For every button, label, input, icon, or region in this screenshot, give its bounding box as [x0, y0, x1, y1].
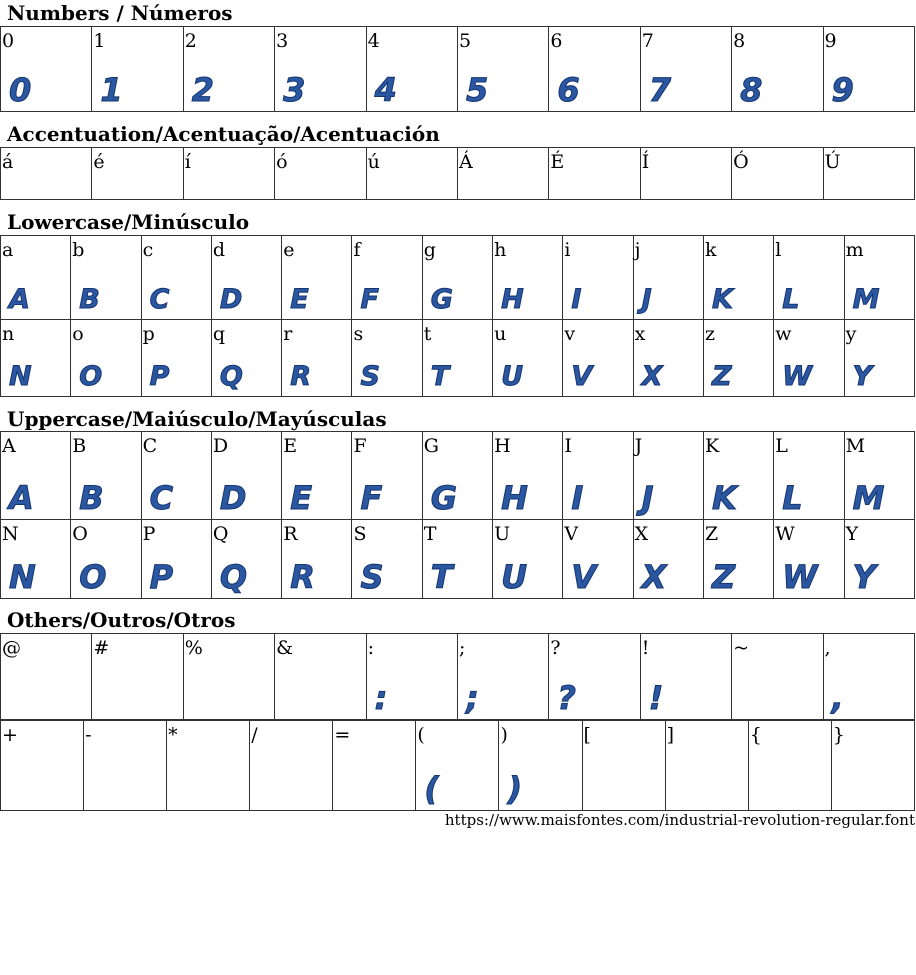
font-sample-glyph: T: [430, 361, 449, 392]
glyph-cell: [549, 634, 640, 720]
character-label: A: [2, 435, 16, 457]
others-table-2: [0, 720, 915, 811]
character-label: %: [184, 637, 203, 659]
glyph-cell: [71, 432, 141, 520]
glyph-cell: [665, 721, 748, 811]
glyph-cell: [774, 236, 844, 320]
character-label: ú: [367, 151, 380, 173]
glyph-cell: [1, 520, 71, 599]
character-label: w: [775, 323, 792, 345]
uppercase-row-1: [1, 432, 915, 520]
font-sample-glyph: V: [571, 558, 596, 596]
character-label: m: [845, 239, 864, 261]
character-label: z: [704, 323, 715, 345]
glyph-cell: [844, 236, 914, 320]
character-label: (: [417, 724, 425, 746]
character-label: B: [72, 435, 87, 457]
font-sample-glyph: J: [641, 479, 653, 517]
character-label: g: [423, 239, 436, 261]
font-sample-glyph: F: [360, 284, 378, 315]
section-title-uppercase: Uppercase/Maiúsculo/Mayúsculas: [7, 407, 387, 431]
character-label: l: [775, 239, 782, 261]
character-label: ]: [666, 724, 675, 746]
font-sample-glyph: S: [360, 558, 383, 596]
glyph-cell: [499, 721, 582, 811]
section-title-accentuation: Accentuation/Acentuação/Acentuación: [7, 122, 440, 146]
glyph-cell: [71, 236, 141, 320]
character-label: ?: [550, 637, 561, 659]
glyph-cell: [549, 148, 640, 200]
glyph-cell: [774, 320, 844, 397]
character-label: L: [775, 435, 788, 457]
character-label: Y: [845, 523, 859, 545]
character-label: 7: [641, 30, 654, 52]
glyph-cell: [141, 520, 211, 599]
character-label: }: [832, 724, 845, 746]
glyph-cell: [71, 520, 141, 599]
character-label: 4: [367, 30, 380, 52]
character-label: X: [634, 523, 649, 545]
character-label: N: [2, 523, 19, 545]
accentuation-table: [0, 147, 915, 200]
others-row-2: [1, 721, 915, 811]
glyph-cell: [493, 236, 563, 320]
font-sample-glyph: G: [430, 479, 457, 517]
font-sample-glyph: A: [9, 284, 29, 315]
source-url: https://www.maisfontes.com/industrial-revolution-regular.font: [444, 811, 915, 829]
glyph-cell: [703, 432, 773, 520]
font-sample-glyph: ?: [557, 679, 575, 717]
font-sample-glyph: W: [782, 361, 812, 392]
character-label: Í: [641, 151, 650, 173]
glyph-cell: [457, 634, 548, 720]
character-label: É: [550, 151, 565, 173]
character-label: 2: [184, 30, 197, 52]
character-label: 5: [458, 30, 472, 52]
font-sample-glyph: !: [648, 679, 663, 717]
character-label: U: [494, 523, 511, 545]
glyph-cell: [774, 432, 844, 520]
character-label: x: [634, 323, 646, 345]
font-sample-glyph: S: [360, 361, 379, 392]
character-label: ó: [276, 151, 288, 173]
font-sample-glyph: D: [219, 479, 246, 517]
section-title-lowercase: Lowercase/Minúsculo: [7, 210, 250, 234]
uppercase-table: [0, 431, 915, 599]
glyph-cell: [333, 721, 416, 811]
font-sample-glyph: C: [149, 284, 169, 315]
font-sample-glyph: X: [641, 558, 666, 596]
character-label: =: [334, 724, 351, 746]
others-table-1: [0, 633, 915, 720]
font-sample-glyph: ;: [465, 679, 478, 717]
font-sample-glyph: T: [430, 558, 452, 596]
character-label: 0: [2, 30, 15, 52]
font-sample-glyph: R: [290, 361, 310, 392]
character-label: R: [283, 523, 298, 545]
glyph-cell: [366, 634, 457, 720]
glyph-cell: [1, 634, 92, 720]
font-sample-glyph: B: [79, 284, 99, 315]
font-sample-glyph: L: [782, 479, 802, 517]
glyph-cell: [141, 236, 211, 320]
character-label: y: [845, 323, 857, 345]
font-sample-glyph: E: [290, 479, 312, 517]
glyph-cell: [732, 27, 823, 112]
glyph-cell: [1, 432, 71, 520]
font-sample-glyph: R: [290, 558, 314, 596]
glyph-cell: [366, 148, 457, 200]
character-label: H: [494, 435, 511, 457]
glyph-cell: [275, 27, 366, 112]
character-label: I: [564, 435, 572, 457]
character-label: T: [423, 523, 437, 545]
character-label: o: [72, 323, 84, 345]
font-sample-glyph: J: [641, 284, 651, 315]
glyph-cell: [250, 721, 333, 811]
character-label: F: [353, 435, 367, 457]
glyph-cell: [703, 320, 773, 397]
font-sample-glyph: 7: [648, 71, 670, 109]
font-sample-glyph: O: [79, 361, 102, 392]
character-label: n: [2, 323, 15, 345]
numbers-table: [0, 26, 915, 112]
glyph-cell: [640, 148, 731, 200]
glyph-cell: [92, 148, 183, 200]
font-sample-glyph: 2: [191, 71, 214, 109]
character-label: u: [494, 323, 507, 345]
font-sample-glyph: H: [501, 284, 523, 315]
character-label: Z: [704, 523, 719, 545]
glyph-cell: [275, 148, 366, 200]
character-label: Á: [458, 151, 473, 173]
font-sample-glyph: P: [149, 558, 173, 596]
character-label: ,: [824, 637, 831, 659]
character-label: a: [2, 239, 14, 261]
character-label: [: [583, 724, 591, 746]
glyph-cell: [703, 236, 773, 320]
glyph-cell: [493, 432, 563, 520]
glyph-cell: [416, 721, 499, 811]
character-label: h: [494, 239, 507, 261]
character-label: ~: [733, 637, 750, 659]
font-sample-glyph: M: [852, 479, 884, 517]
character-label: c: [142, 239, 154, 261]
glyph-cell: [633, 236, 703, 320]
glyph-cell: [582, 721, 665, 811]
glyph-cell: [493, 520, 563, 599]
font-sample-glyph: A: [9, 479, 33, 517]
character-label: -: [85, 724, 92, 746]
font-sample-glyph: Y: [852, 558, 875, 596]
glyph-cell: [167, 721, 250, 811]
character-label: O: [72, 523, 88, 545]
character-label: f: [353, 239, 361, 261]
font-sample-glyph: 0: [9, 71, 31, 109]
font-sample-glyph: K: [711, 284, 732, 315]
font-sample-glyph: G: [430, 284, 452, 315]
font-sample-glyph: ,: [831, 679, 843, 717]
font-sample-glyph: I: [571, 479, 583, 517]
font-sample-glyph: B: [79, 479, 103, 517]
character-label: Ó: [733, 151, 749, 173]
font-sample-glyph: O: [79, 558, 106, 596]
character-label: *: [168, 724, 178, 746]
glyph-cell: [640, 27, 731, 112]
glyph-cell: [633, 320, 703, 397]
font-sample-glyph: N: [9, 558, 35, 596]
glyph-cell: [211, 520, 281, 599]
font-sample-glyph: Q: [219, 558, 247, 596]
lowercase-row-1: [1, 236, 915, 320]
character-label: E: [283, 435, 298, 457]
glyph-cell: [703, 520, 773, 599]
font-sample-glyph: M: [852, 284, 879, 315]
section-title-others: Others/Outros/Otros: [7, 608, 236, 632]
font-sample-glyph: ): [507, 770, 522, 808]
glyph-cell: [211, 432, 281, 520]
character-label: J: [634, 435, 643, 457]
character-label: /: [251, 724, 258, 746]
glyph-cell: [1, 148, 92, 200]
font-sample-glyph: 8: [740, 71, 762, 109]
font-sample-glyph: I: [571, 284, 581, 315]
character-label: q: [212, 323, 226, 345]
glyph-cell: [1, 236, 71, 320]
font-sample-glyph: H: [501, 479, 527, 517]
character-label: M: [845, 435, 866, 457]
font-sample-glyph: Q: [219, 361, 242, 392]
font-sample-glyph: E: [290, 284, 308, 315]
glyph-cell: [282, 520, 352, 599]
glyph-cell: [84, 721, 167, 811]
font-sample-glyph: :: [374, 679, 387, 717]
character-label: k: [704, 239, 717, 261]
glyph-cell: [92, 27, 183, 112]
glyph-cell: [633, 520, 703, 599]
glyph-cell: [211, 236, 281, 320]
glyph-cell: [183, 634, 274, 720]
glyph-cell: [457, 148, 548, 200]
character-label: e: [283, 239, 295, 261]
glyph-cell: [640, 634, 731, 720]
glyph-cell: [422, 520, 492, 599]
glyph-cell: [563, 432, 633, 520]
glyph-cell: [563, 520, 633, 599]
others-row-1: [1, 634, 915, 720]
glyph-cell: [563, 320, 633, 397]
glyph-cell: [282, 432, 352, 520]
font-sample-glyph: 5: [465, 71, 488, 109]
lowercase-row-2: [1, 320, 915, 397]
character-label: W: [775, 523, 795, 545]
glyph-cell: [457, 27, 548, 112]
font-sample-glyph: Y: [852, 361, 872, 392]
character-label: í: [184, 151, 191, 173]
glyph-cell: [141, 432, 211, 520]
glyph-cell: [282, 236, 352, 320]
glyph-cell: [831, 721, 914, 811]
character-label: á: [2, 151, 14, 173]
lowercase-table: [0, 235, 915, 397]
glyph-cell: [1, 27, 92, 112]
character-label: 8: [733, 30, 746, 52]
glyph-cell: [844, 320, 914, 397]
character-label: j: [634, 239, 641, 261]
glyph-cell: [422, 236, 492, 320]
character-label: &: [276, 637, 294, 659]
character-label: p: [142, 323, 155, 345]
character-label: D: [212, 435, 229, 457]
character-label: G: [423, 435, 439, 457]
character-label: :: [367, 637, 374, 659]
character-label: C: [142, 435, 158, 457]
numbers-row: [1, 27, 915, 112]
glyph-cell: [71, 320, 141, 397]
character-label: #: [93, 637, 110, 659]
font-sample-glyph: U: [501, 361, 523, 392]
character-label: 3: [276, 30, 289, 52]
character-label: r: [283, 323, 293, 345]
font-sample-glyph: 9: [831, 71, 853, 109]
glyph-cell: [549, 27, 640, 112]
character-label: @: [2, 637, 21, 659]
character-label: b: [72, 239, 85, 261]
character-label: t: [423, 323, 432, 345]
glyph-cell: [282, 320, 352, 397]
font-sample-glyph: W: [782, 558, 817, 596]
glyph-cell: [211, 320, 281, 397]
glyph-cell: [1, 721, 84, 811]
character-label: Q: [212, 523, 229, 545]
character-label: K: [704, 435, 720, 457]
font-sample-glyph: 3: [283, 71, 305, 109]
character-label: V: [564, 523, 579, 545]
font-sample-glyph: D: [219, 284, 242, 315]
glyph-cell: [183, 148, 274, 200]
glyph-cell: [823, 634, 914, 720]
glyph-cell: [352, 432, 422, 520]
glyph-cell: [422, 320, 492, 397]
glyph-cell: [422, 432, 492, 520]
font-sample-glyph: V: [571, 361, 592, 392]
section-title-numbers: Numbers / Números: [7, 1, 233, 25]
glyph-cell: [352, 520, 422, 599]
glyph-cell: [352, 320, 422, 397]
glyph-cell: [823, 148, 914, 200]
font-sample-glyph: F: [360, 479, 382, 517]
font-sample-glyph: U: [501, 558, 527, 596]
character-label: v: [564, 323, 576, 345]
glyph-cell: [493, 320, 563, 397]
character-label: d: [212, 239, 226, 261]
font-sample-glyph: Z: [711, 361, 731, 392]
glyph-cell: [1, 320, 71, 397]
character-label: ;: [458, 637, 466, 659]
character-label: 1: [93, 30, 106, 52]
character-label: S: [353, 523, 367, 545]
font-sample-glyph: 1: [100, 71, 122, 109]
font-sample-glyph: 4: [374, 71, 396, 109]
character-label: Ú: [824, 151, 841, 173]
accentuation-row: [1, 148, 915, 200]
character-label: {: [749, 724, 762, 746]
font-sample-glyph: X: [641, 361, 662, 392]
character-label: 9: [824, 30, 837, 52]
glyph-cell: [748, 721, 831, 811]
glyph-cell: [844, 520, 914, 599]
font-sample-glyph: P: [149, 361, 169, 392]
glyph-cell: [352, 236, 422, 320]
font-sample-glyph: N: [9, 361, 31, 392]
font-sample-glyph: (: [424, 770, 439, 808]
glyph-cell: [275, 634, 366, 720]
glyph-cell: [732, 148, 823, 200]
font-sample-glyph: C: [149, 479, 173, 517]
character-label: s: [353, 323, 364, 345]
uppercase-row-2: [1, 520, 915, 599]
character-label: i: [564, 239, 571, 261]
glyph-cell: [563, 236, 633, 320]
character-label: é: [93, 151, 105, 173]
glyph-cell: [92, 634, 183, 720]
glyph-cell: [774, 520, 844, 599]
glyph-cell: [823, 27, 914, 112]
glyph-cell: [141, 320, 211, 397]
glyph-cell: [183, 27, 274, 112]
font-sample-glyph: K: [711, 479, 736, 517]
character-label: ): [500, 724, 508, 746]
font-sample-glyph: Z: [711, 558, 735, 596]
character-label: +: [2, 724, 18, 746]
glyph-cell: [844, 432, 914, 520]
character-label: P: [142, 523, 156, 545]
glyph-cell: [366, 27, 457, 112]
font-sample-glyph: 6: [557, 71, 579, 109]
font-sample-glyph: L: [782, 284, 799, 315]
character-label: 6: [550, 30, 563, 52]
character-label: !: [641, 637, 650, 659]
glyph-cell: [633, 432, 703, 520]
glyph-cell: [732, 634, 823, 720]
